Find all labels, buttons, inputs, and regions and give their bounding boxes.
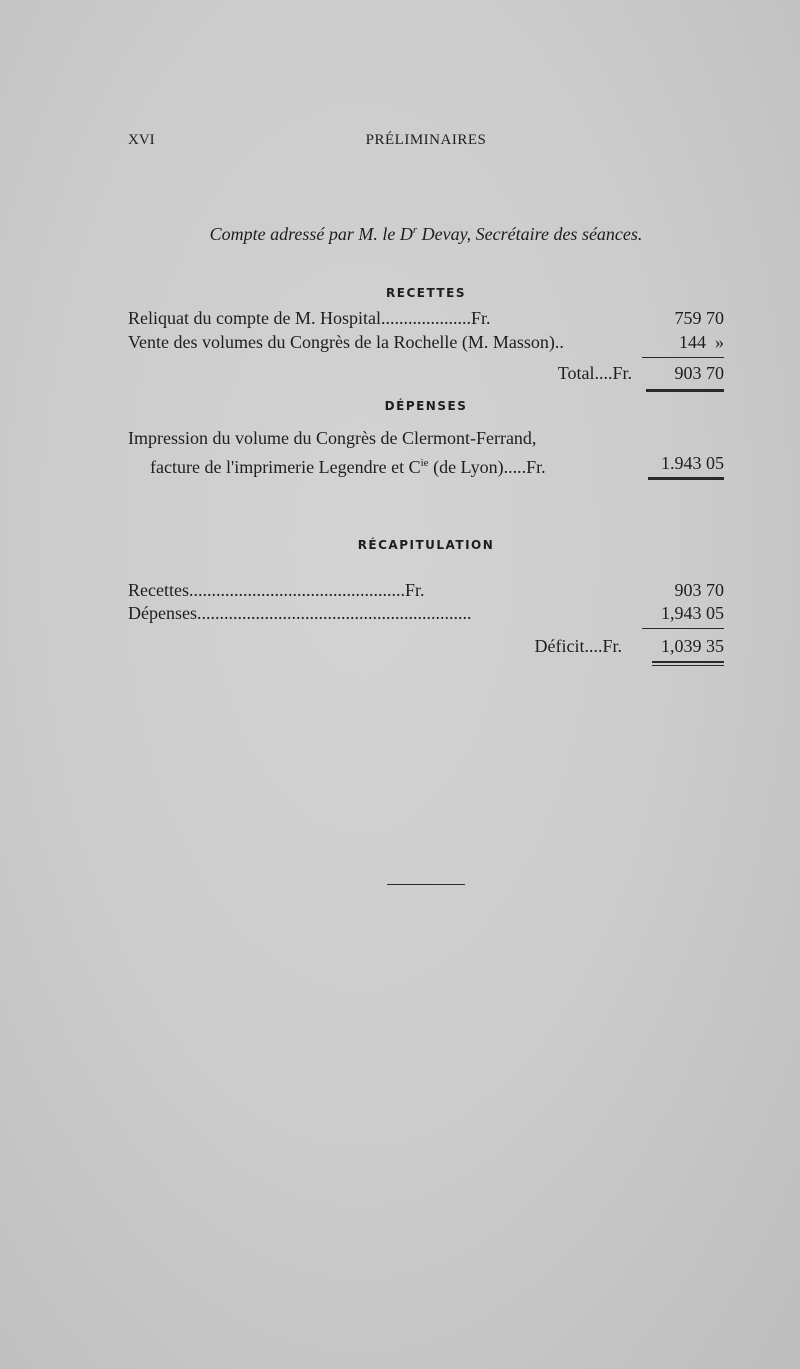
recap-recettes-amount: 903 70 (674, 580, 724, 600)
recap-row-depenses (128, 602, 724, 624)
depense-row-text-after: (de Lyon) (428, 457, 504, 477)
recettes-total-label: Total....Fr. (557, 363, 632, 383)
account-subtitle (128, 224, 724, 245)
subtitle-superscript: r (412, 224, 418, 236)
recette-row-1-text: Reliquat du compte de M. Hospital (128, 308, 381, 328)
recap-deficit-rule-1 (652, 661, 724, 663)
recette-row-2 (128, 331, 724, 353)
recette-row-2-amount: 144 » (679, 332, 724, 352)
recap-deficit-rule-2 (652, 665, 724, 666)
recapitulation-heading: RÉCAPITULATION (357, 538, 495, 552)
depense-row-unit: Fr. (526, 457, 546, 477)
subtitle-text-after: Devay, Secrétaire des séances. (417, 224, 643, 244)
running-head (128, 132, 724, 152)
recettes-total-rule (646, 389, 724, 392)
recap-row-recettes (128, 579, 724, 601)
depense-row-amount: 1.943 05 (661, 453, 724, 473)
recettes-heading: RECETTES (386, 286, 466, 300)
recap-deficit-amount: 1,039 35 (661, 636, 724, 656)
recap-depenses-label: Dépenses (128, 603, 197, 623)
recette-row-1 (128, 307, 724, 329)
recap-depenses-amount: 1,943 05 (661, 603, 724, 623)
recap-deficit-row (128, 635, 724, 657)
recap-recettes-dots: ................................................ (188, 580, 405, 600)
recettes-total-row (128, 362, 724, 384)
recettes-total-amount: 903 70 (674, 363, 724, 383)
recettes-sum-rule (642, 357, 724, 358)
recette-row-1-amount: 759 70 (674, 308, 724, 328)
recette-row-2-dots: .. (554, 332, 564, 352)
depense-row-dots: ..... (503, 457, 527, 477)
depense-row-text-before: facture de l'imprimerie Legendre et C (150, 457, 421, 477)
depense-row-line-1 (128, 427, 724, 449)
page-folio: XVI (128, 132, 155, 148)
recap-sum-rule (642, 628, 724, 629)
recette-row-2-text: Vente des volumes du Congrès de la Rochelle (M. Masson) (128, 332, 555, 352)
recap-depenses-dots: ............................................................. (196, 603, 472, 623)
depense-row-line-2 (128, 452, 724, 477)
running-title: PRÉLIMINAIRES (365, 132, 487, 148)
depenses-total-rule (648, 477, 724, 480)
subtitle-text-before: Compte adressé par M. le D (209, 224, 413, 244)
end-of-section-rule (387, 884, 465, 885)
depense-row-superscript: ie (420, 457, 429, 469)
depense-row-line-1-text: Impression du volume du Congrès de Clermont-Ferrand, (128, 428, 537, 448)
recap-recettes-unit: Fr. (404, 580, 425, 600)
recette-row-1-dots: .................... (380, 308, 471, 328)
recette-row-1-unit: Fr. (470, 308, 491, 328)
recap-recettes-label: Recettes (128, 580, 189, 600)
recap-deficit-label: Déficit....Fr. (534, 636, 622, 656)
depenses-heading: DÉPENSES (384, 399, 468, 413)
